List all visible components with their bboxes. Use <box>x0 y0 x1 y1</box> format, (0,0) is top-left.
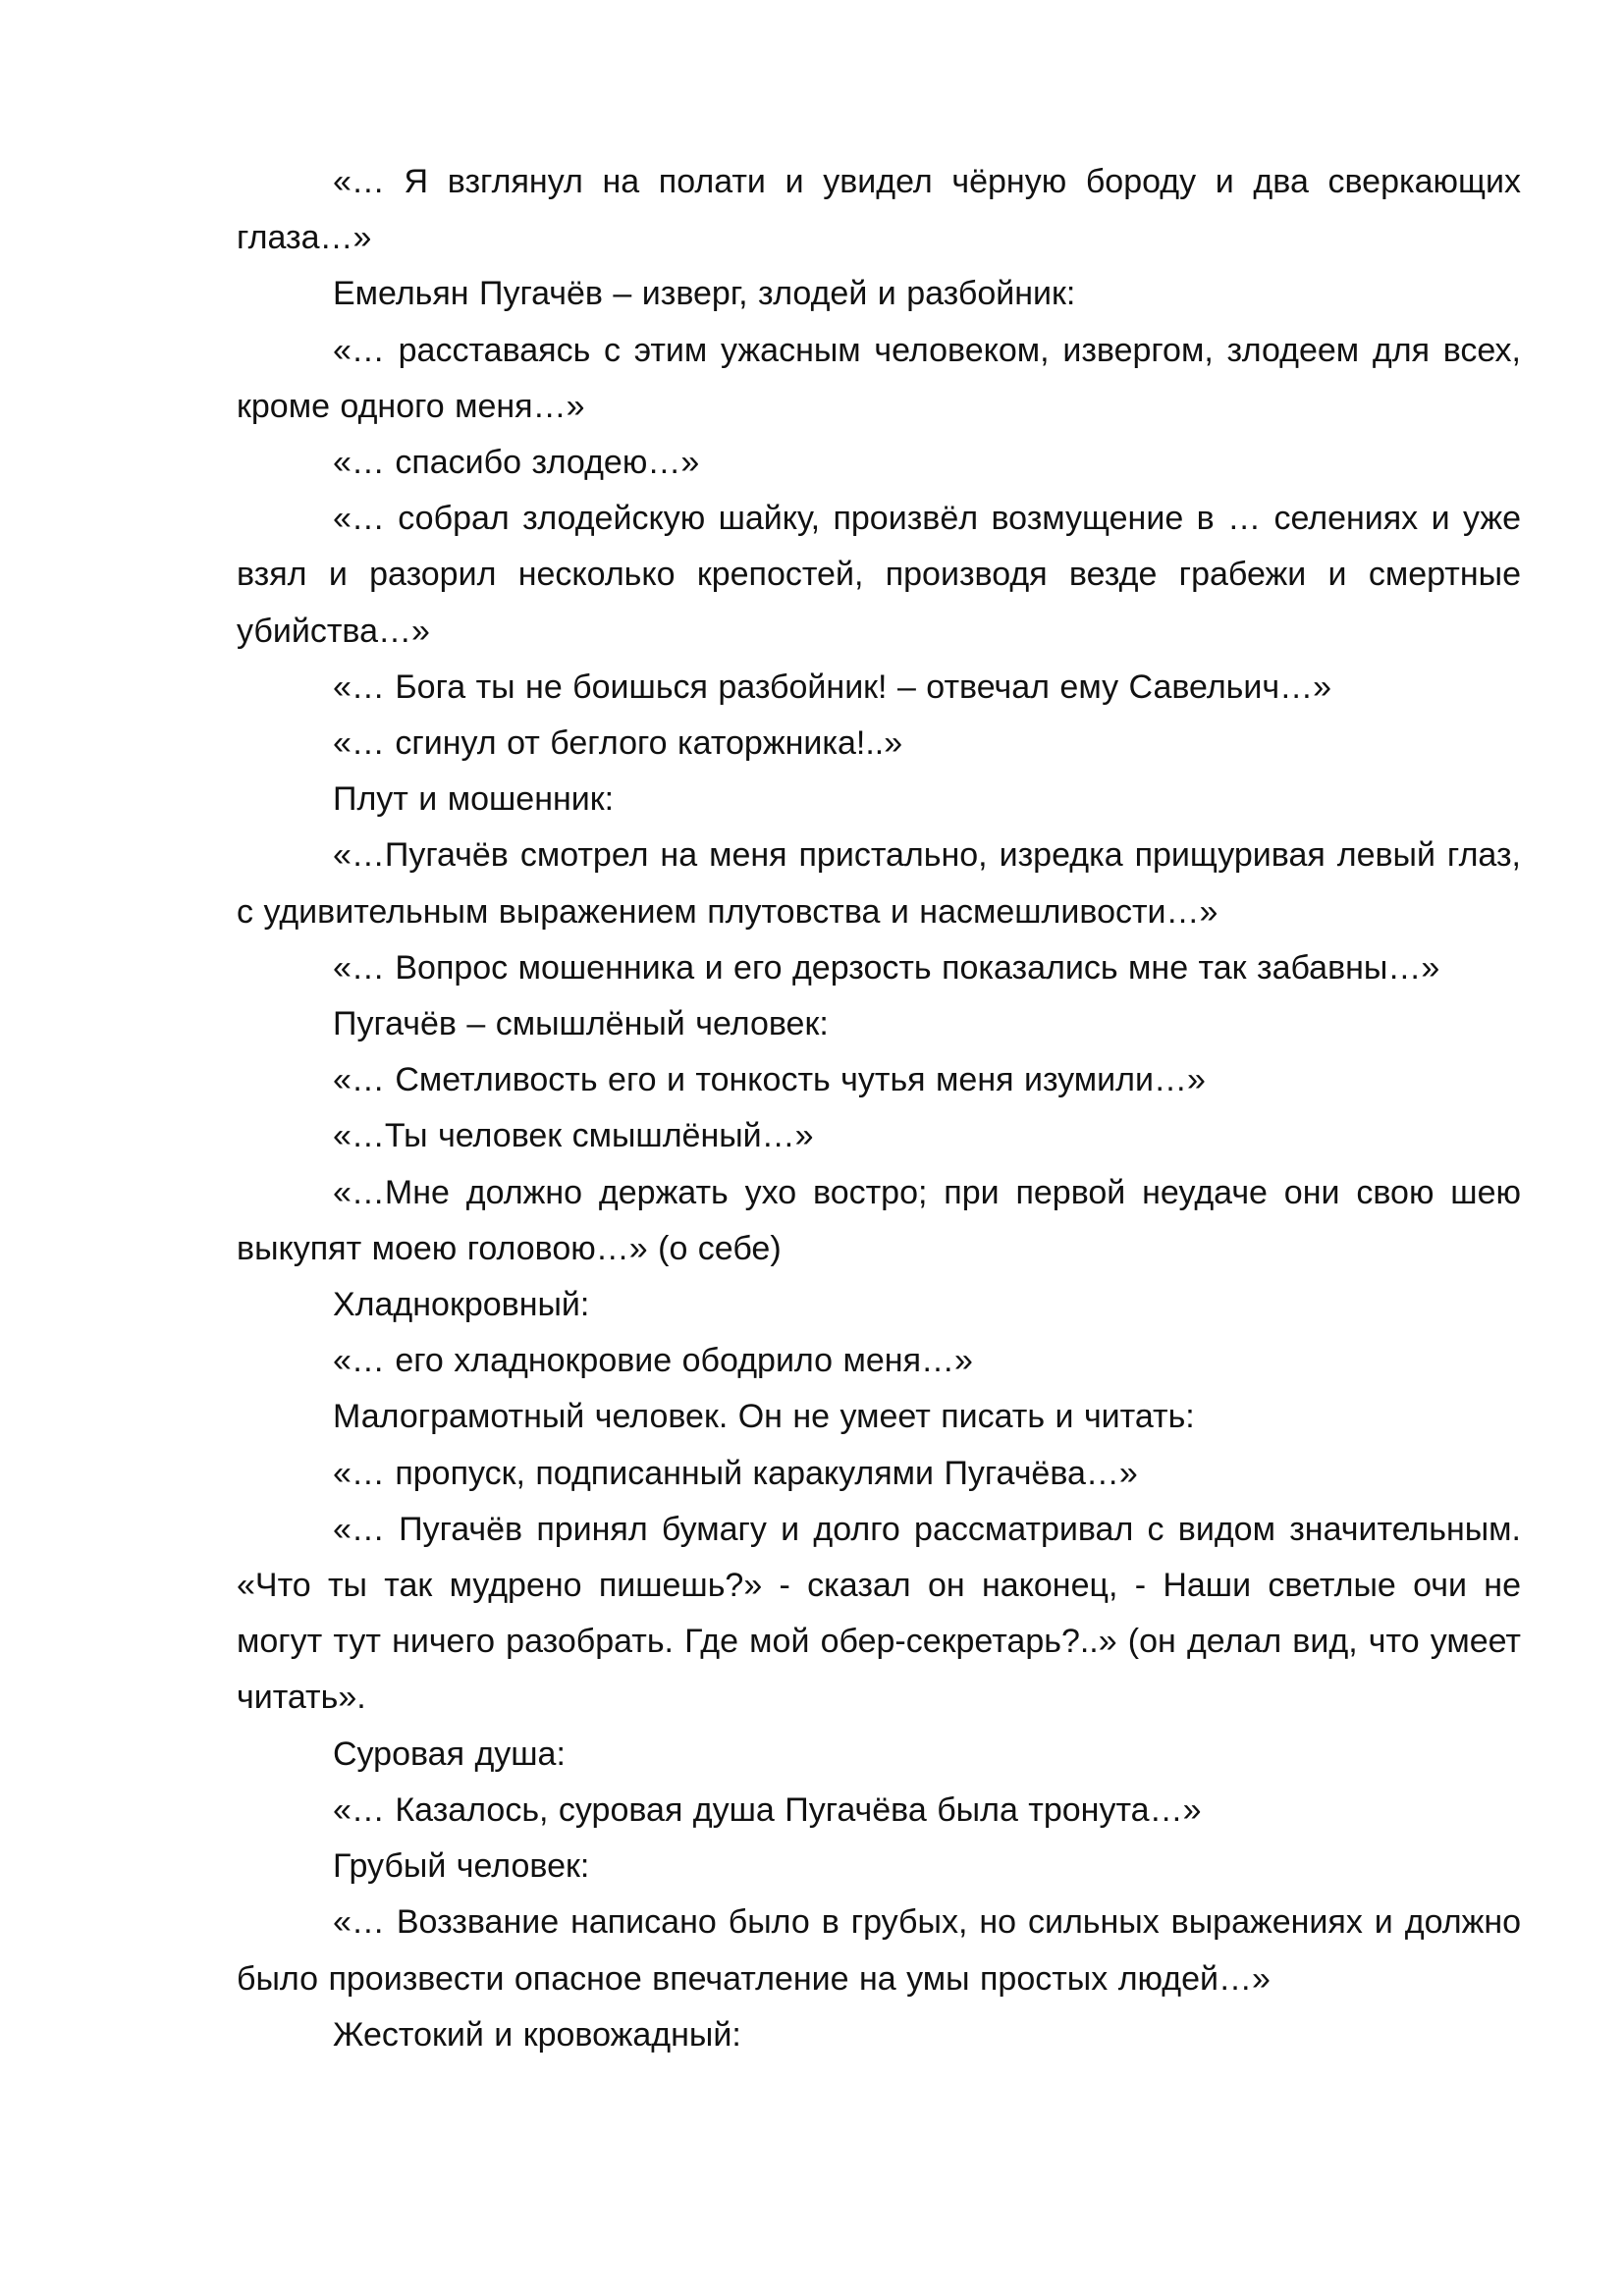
paragraph: «…Пугачёв смотрел на меня пристально, изредка прищуривая левый глаз, с удивительным выражением плутовства и насмешливости…» <box>237 836 1521 931</box>
paragraph-heading: Суровая душа: <box>333 1735 566 1773</box>
paragraph: «… пропуск, подписанный каракулями Пугачёва…» <box>333 1454 1138 1492</box>
paragraph-heading: Емельян Пугачёв – изверг, злодей и разбойник: <box>333 275 1076 313</box>
paragraph: «… Бога ты не боишься разбойник! – отвечал ему Савельич…» <box>333 667 1331 706</box>
paragraph: «… его хладнокровие ободрило меня…» <box>333 1342 973 1380</box>
paragraph: «… расставаясь с этим ужасным человеком, извергом, злодеем для всех, кроме одного меня…» <box>237 331 1521 425</box>
paragraph: «… Вопрос мошенника и его дерзость показались мне так забавны…» <box>333 948 1440 987</box>
paragraph: «… Воззвание написано было в грубых, но сильных выражениях и должно было произвести опасное впечатление на умы простых людей…» <box>237 1903 1521 1998</box>
paragraph-heading: Малограмотный человек. Он не умеет писать и читать: <box>333 1398 1195 1436</box>
paragraph: «… Пугачёв принял бумагу и долго рассматривал с видом значительным. «Что ты так мудрено пишешь?» - сказал он наконец, - Наши светлые очи не могут тут ничего разобрать. Где мой обер-секретарь?..» (он делал вид, что умеет читать». <box>237 1510 1521 1717</box>
paragraph-heading: Хладнокровный: <box>333 1286 590 1324</box>
paragraph: «… собрал злодейскую шайку, произвёл возмущение в … селениях и уже взял и разорил несколько крепостей, производя везде грабежи и смертные убийства…» <box>237 500 1521 650</box>
paragraph-heading: Пугачёв – смышлёный человек: <box>333 1005 829 1043</box>
document-page <box>237 154 1521 2063</box>
paragraph-heading: Плут и мошенник: <box>333 780 615 819</box>
paragraph: «… Я взглянул на полати и увидел чёрную бороду и два сверкающих глаза…» <box>237 163 1521 257</box>
paragraph-heading: Жестокий и кровожадный: <box>333 2015 741 2054</box>
paragraph: «… Сметливость его и тонкость чутья меня изумили…» <box>333 1061 1206 1099</box>
paragraph: «… Казалось, суровая душа Пугачёва была тронута…» <box>333 1790 1202 1829</box>
paragraph: «… спасибо злодею…» <box>333 444 700 482</box>
paragraph: «… сгинул от беглого каторжника!..» <box>333 724 903 763</box>
paragraph: «…Мне должно держать ухо востро; при первой неудаче они свою шею выкупят моею головою…» (о себе) <box>237 1173 1521 1267</box>
paragraph: «…Ты человек смышлёный…» <box>333 1117 814 1155</box>
paragraph-heading: Грубый человек: <box>333 1847 590 1886</box>
